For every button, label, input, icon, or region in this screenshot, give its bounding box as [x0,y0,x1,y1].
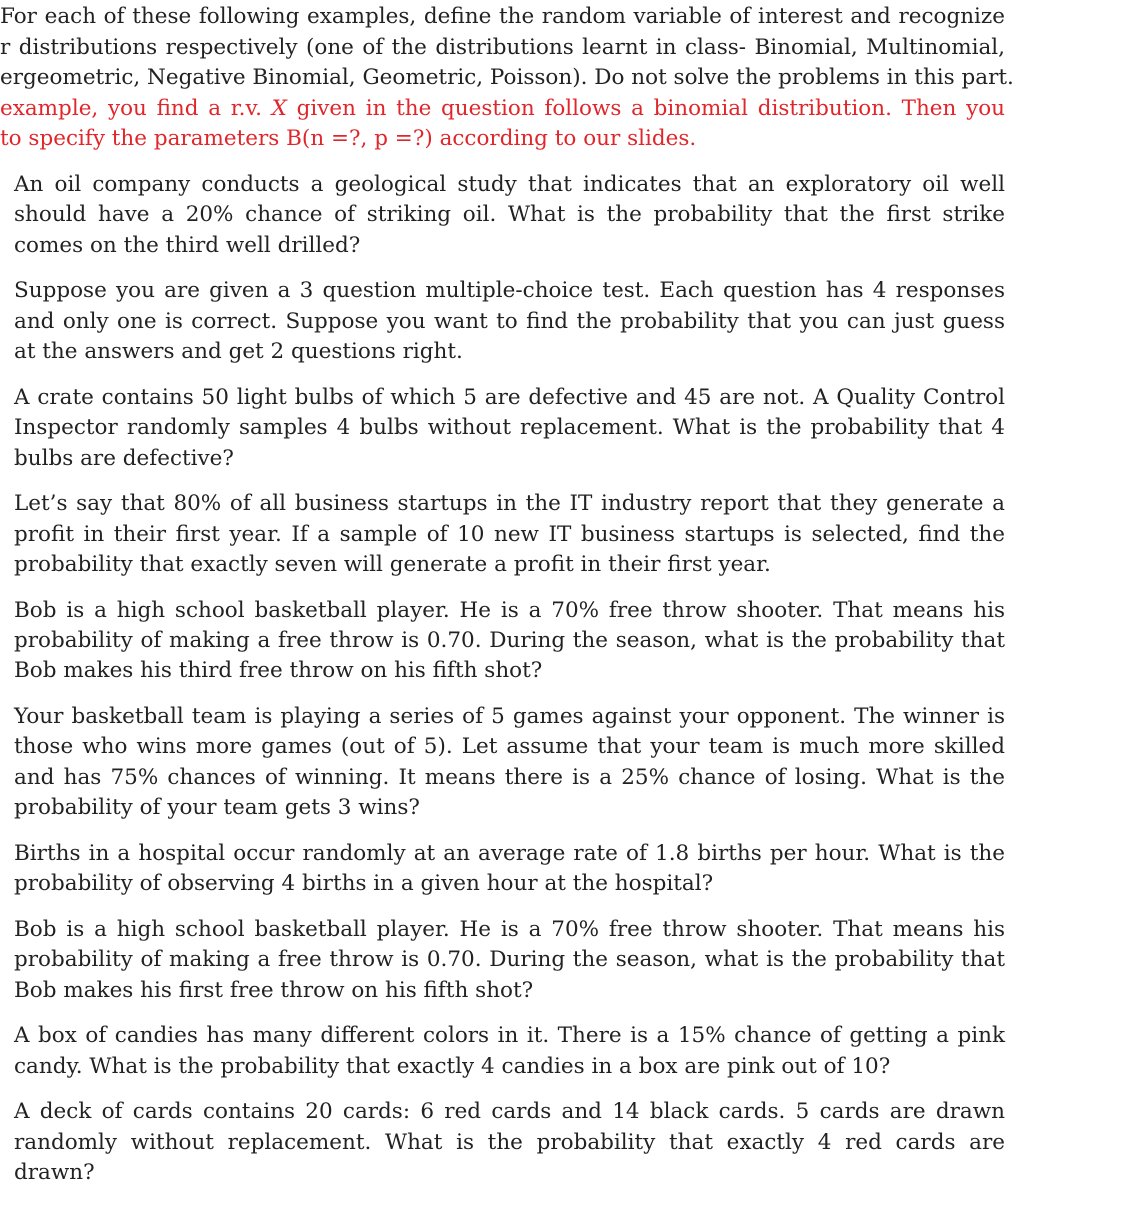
instructions-block [0,2,1014,155]
instruction-note-start: example, you find a r.v. [0,95,262,121]
problem-1: An oil company conducts a geological study that indicates that an exploratory oil well should have a 20% chance of striking oil. What is the probability that the first strike comes on the third well drilled? [14,172,1005,258]
problem-3: A crate contains 50 light bulbs of which 5 are defective and 45 are not. A Quality Control Inspector randomly samples 4 bulbs without replacement. What is the probability that 4 bulbs are defective? [14,384,1005,471]
problem-9: A box of candies has many different colors in it. There is a 15% chance of getting a pink candy. What is the probability that exactly 4 candies in a box are pink out of 10? [14,1023,1005,1079]
instruction-line-2: r distributions respectively (one of the distributions learnt in class- Binomial, Multinomial, [0,34,1005,60]
problem-list [14,170,1005,1204]
problem-10: A deck of cards contains 20 cards: 6 red cards and 14 black cards. 5 cards are drawn randomly without replacement. What is the probability that exactly 4 red cards are drawn? [14,1099,1005,1186]
problem-5: Bob is a high school basketball player. He is a 70% free throw shooter. That means his probability of making a free throw is 0.70. During the season, what is the probability that Bob makes his third free throw on his fifth shot? [14,597,1005,684]
instruction-note-line-1 [0,94,1005,125]
instruction-note-variable: X [271,95,287,121]
problem-7: Births in a hospital occur randomly at an average rate of 1.8 births per hour. What is the probability of observing 4 births in a given hour at the hospital? [14,840,1005,897]
instruction-line-1: For each of these following examples, define the random variable of interest and recognize [0,4,1005,29]
problem-2: Suppose you are given a 3 question multiple-choice test. Each question has 4 responses and only one is correct. Suppose you want to find the probability that you can just guess at the answers and get 2 questions right. [14,278,1005,365]
problem-8: Bob is a high school basketball player. He is a 70% free throw shooter. That means his probability of making a free throw is 0.70. During the season, what is the probability that Bob makes his first free throw on his fifth shot? [14,916,1005,1003]
problem-6: Your basketball team is playing a series of 5 games against your opponent. The winner is those who wins more games (out of 5). Let assume that your team is much more skilled and has 75% chances of winning. It means there is a 25% chance of losing. What is the probability of your team gets 3 wins? [14,704,1005,821]
instruction-note-end: given in the question follows a binomial distribution. Then you [296,95,1005,121]
problem-4: Let’s say that 80% of all business startups in the IT industry report that they generate a profit in their first year. If a sample of 10 new IT business startups is selected, find the probability that exactly seven will generate a profit in their first year. [14,491,1005,578]
instruction-note-line-2: to specify the parameters B(n =?, p =?) according to our slides. [0,126,697,152]
instruction-line-3: ergeometric, Negative Binomial, Geometric, Poisson). Do not solve the problems in this part. [0,65,1014,91]
